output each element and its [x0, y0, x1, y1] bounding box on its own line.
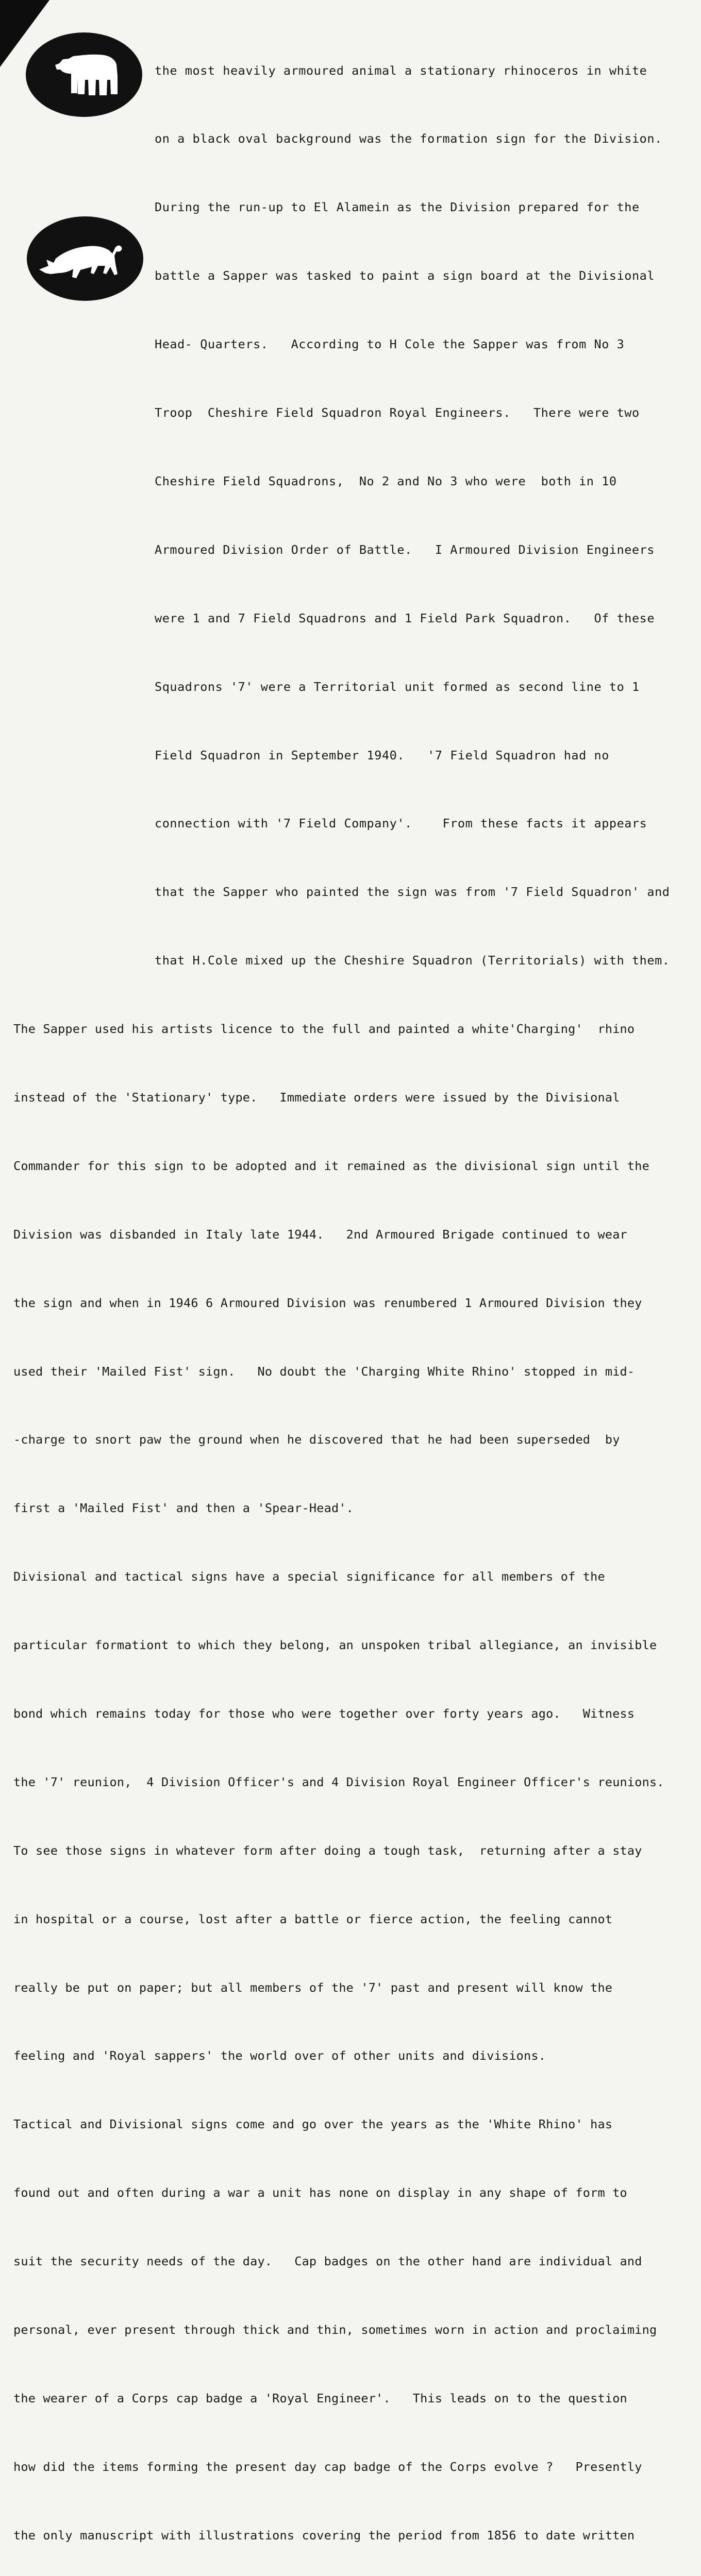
text-line: Commander for this sign to be adopted and it remained as the divisional sign until the [13, 1158, 649, 1173]
text-line: Squadrons '7' were a Territorial unit formed as second line to 1 [155, 679, 640, 694]
text-line: instead of the 'Stationary' type. Immediate orders were issued by the Divisional [13, 1090, 620, 1105]
text-line: that the Sapper who painted the sign was from '7 Field Squadron' and [155, 885, 670, 900]
text-line: the only manuscript with illustrations covering the period from 1856 to date written [13, 2528, 635, 2543]
text-line: Divisional and tactical signs have a special significance for all members of the [13, 1569, 605, 1584]
body-text [13, 13, 694, 2576]
text-line: the wearer of a Corps cap badge a 'Royal Engineer'. This leads on to the question [13, 2391, 627, 2405]
text-line: the '7' reunion, 4 Division Officer's and 4 Division Royal Engineer Officer's reunions. [13, 1774, 664, 1789]
text-line: The Sapper used his artists licence to the full and painted a white'Charging' rhino [13, 1022, 635, 1037]
text-line: feeling and 'Royal sappers' the world over of other units and divisions. [13, 2048, 546, 2063]
text-line: the sign and when in 1946 6 Armoured Division was renumbered 1 Armoured Division they [13, 1295, 642, 1310]
text-line: To see those signs in whatever form after doing a tough task, returning after a stay [13, 1843, 642, 1858]
text-line: suit the security needs of the day. Cap badges on the other hand are individual and [13, 2254, 642, 2269]
text-line: Tactical and Divisional signs come and go over the years as the 'White Rhino' has [13, 2117, 613, 2132]
text-line: particular formationt to which they belong, an unspoken tribal allegiance, an invisible [13, 1638, 657, 1653]
text-line: found out and often during a war a unit has none on display in any shape of form to [13, 2185, 627, 2200]
text-line: Cheshire Field Squadrons, No 2 and No 3 who were both in 10 [155, 473, 617, 488]
text-line: really be put on paper; but all members of the '7' past and present will know the [13, 1980, 613, 1995]
text-line: Armoured Division Order of Battle. I Armoured Division Engineers [155, 542, 655, 557]
text-line: Field Squadron in September 1940. '7 Field Squadron had no [155, 748, 609, 762]
text-line: connection with '7 Field Company'. From these facts it appears [155, 816, 647, 831]
text-line: Head- Quarters. According to H Cole the Sapper was from No 3 [155, 337, 625, 352]
text-line: first a 'Mailed Fist' and then a 'Spear-Head'. [13, 1501, 354, 1516]
text-line: bond which remains today for those who were together over forty years ago. Witness [13, 1706, 635, 1721]
text-line: that H.Cole mixed up the Cheshire Squadron (Territorials) with them. [155, 953, 670, 968]
text-line: were 1 and 7 Field Squadrons and 1 Field Park Squadron. Of these [155, 611, 655, 625]
text-line: on a black oval background was the formation sign for the Division. [155, 131, 662, 146]
text-line: Division was disbanded in Italy late 1944. 2nd Armoured Brigade continued to wear [13, 1227, 627, 1242]
text-line: how did the items forming the present day cap badge of the Corps evolve ? Presently [13, 2459, 642, 2474]
text-line: battle a Sapper was tasked to paint a sign board at the Divisional [155, 268, 655, 283]
text-line: in hospital or a course, lost after a battle or fierce action, the feeling cannot [13, 1911, 613, 1926]
text-line: used their 'Mailed Fist' sign. No doubt the 'Charging White Rhino' stopped in mid- [13, 1364, 635, 1379]
text-line: -charge to snort paw the ground when he discovered that he had been superseded by [13, 1432, 620, 1447]
text-line: During the run-up to El Alamein as the Division prepared for the [155, 200, 640, 215]
text-line: the most heavily armoured animal a stationary rhinoceros in white [155, 63, 647, 78]
text-line: personal, ever present through thick and thin, sometimes worn in action and proclaiming [13, 2322, 657, 2337]
text-line: Troop Cheshire Field Squadron Royal Engineers. There were two [155, 405, 640, 420]
